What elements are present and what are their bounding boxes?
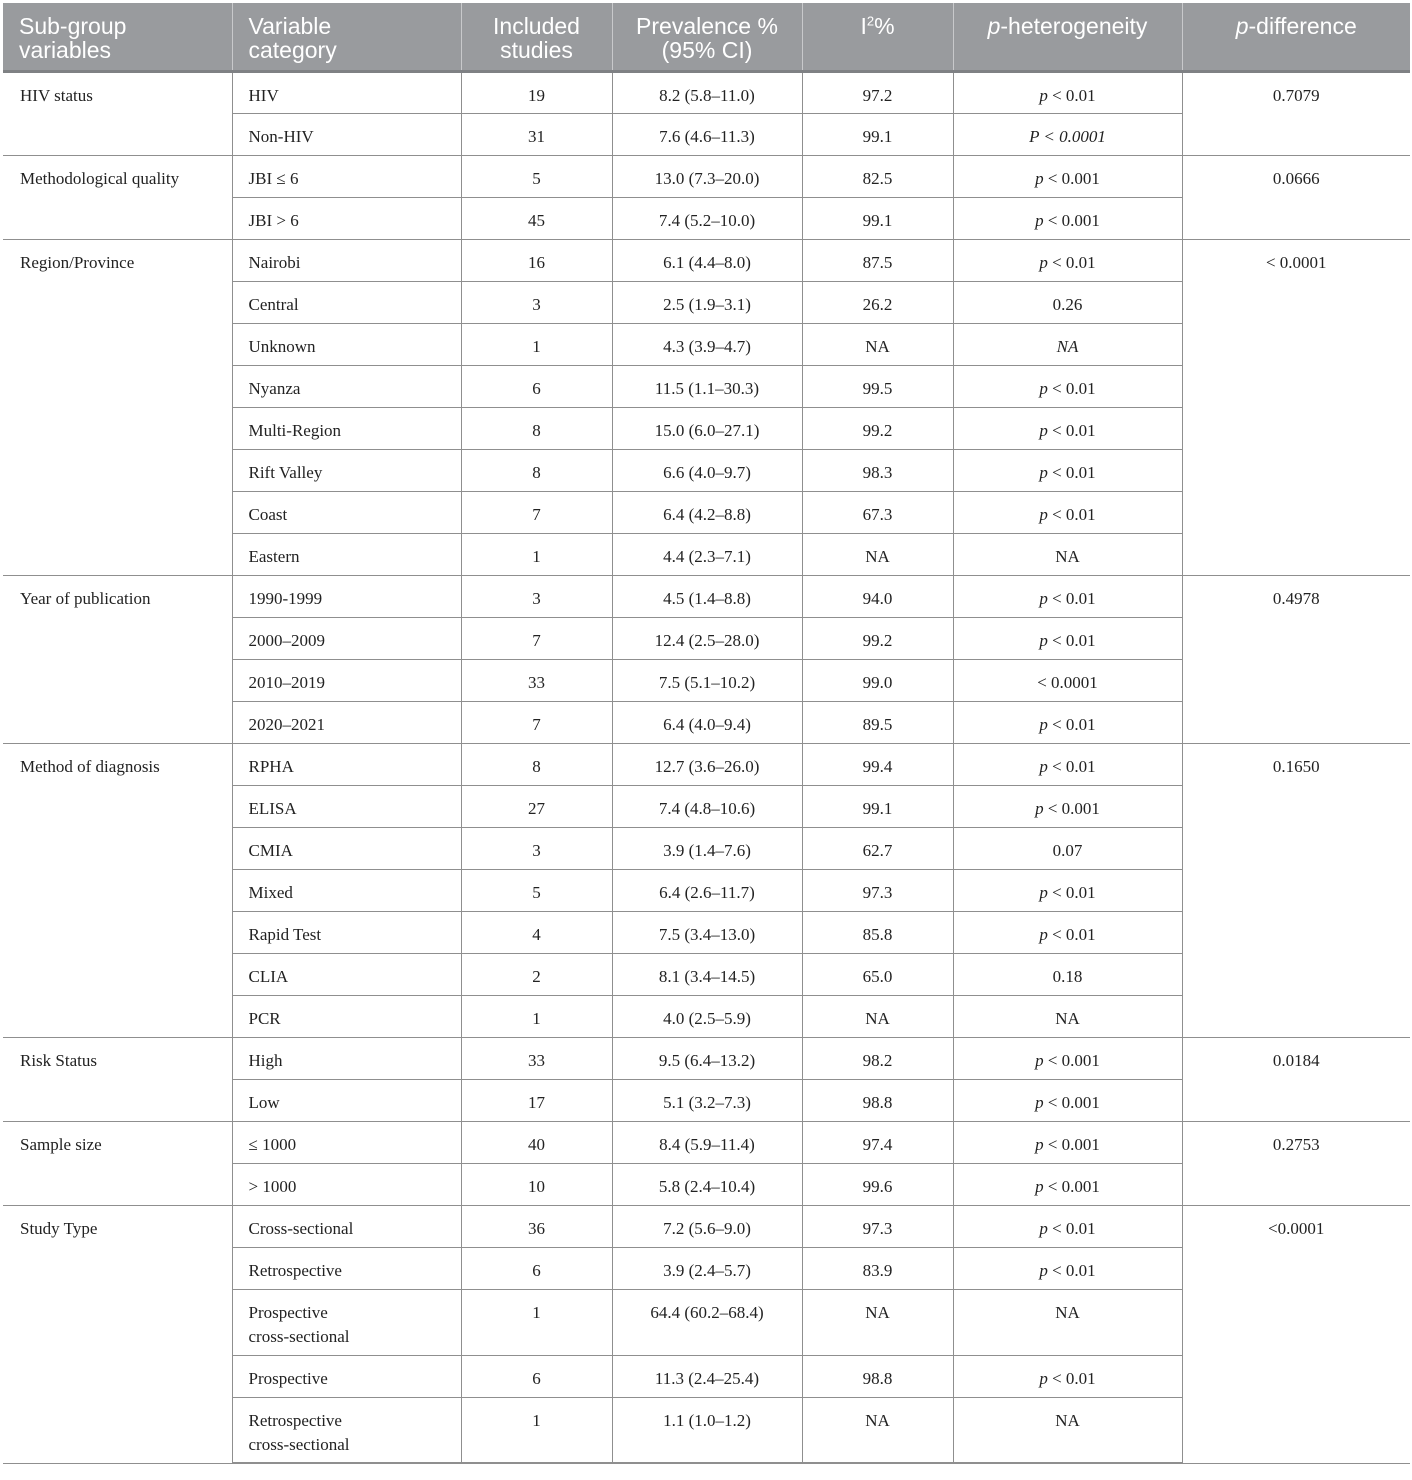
subgroup-variable-cell: Region/Province [3,239,232,575]
variable-category-cell: CLIA [232,953,461,995]
prevalence-cell: 15.0 (6.0–27.1) [612,407,802,449]
included-studies-cell: 33 [461,1037,612,1079]
variable-category-cell: Multi-Region [232,407,461,449]
p-difference-cell: 0.0184 [1182,1037,1410,1121]
p-difference-cell: < 0.0001 [1182,239,1410,575]
prevalence-cell: 5.1 (3.2–7.3) [612,1079,802,1121]
header-subgroup-variables: Sub-group variables [3,3,232,71]
prevalence-cell: 2.5 (1.9–3.1) [612,281,802,323]
variable-category-cell: HIV [232,71,461,113]
included-studies-cell: 16 [461,239,612,281]
header-i-squared: $I^2\%$ [802,3,953,71]
included-studies-cell: 1 [461,1397,612,1463]
p-heterogeneity-cell: p < 0.01 [953,575,1182,617]
variable-category-cell: Unknown [232,323,461,365]
variable-category-cell: Coast [232,491,461,533]
included-studies-cell: 17 [461,1079,612,1121]
prevalence-cell: 12.4 (2.5–28.0) [612,617,802,659]
included-studies-cell: 2 [461,953,612,995]
variable-category-cell: 2020–2021 [232,701,461,743]
included-studies-cell: 10 [461,1163,612,1205]
p-heterogeneity-cell: p < 0.01 [953,1355,1182,1397]
variable-category-cell: Low [232,1079,461,1121]
header-variable-category: Variable category [232,3,461,71]
i-squared-cell: 98.8 [802,1079,953,1121]
i-squared-cell: 65.0 [802,953,953,995]
header-prevalence: Prevalence % (95% CI) [612,3,802,71]
included-studies-cell: 7 [461,617,612,659]
prevalence-cell: 6.4 (4.2–8.8) [612,491,802,533]
variable-category-cell: Prospective cross-sectional [232,1289,461,1355]
variable-category-cell: RPHA [232,743,461,785]
p-difference-cell: 0.4978 [1182,575,1410,743]
included-studies-cell: 7 [461,701,612,743]
subgroup-variable-cell: Sample size [3,1121,232,1205]
p-heterogeneity-cell: NA [953,1289,1182,1355]
i-squared-cell: 98.2 [802,1037,953,1079]
p-heterogeneity-cell: NA [953,1397,1182,1463]
table-body [3,71,1410,1463]
prevalence-cell: 9.5 (6.4–13.2) [612,1037,802,1079]
i-squared-cell: 89.5 [802,701,953,743]
prevalence-cell: 3.9 (1.4–7.6) [612,827,802,869]
p-heterogeneity-cell: p < 0.001 [953,1037,1182,1079]
prevalence-cell: 8.4 (5.9–11.4) [612,1121,802,1163]
p-heterogeneity-cell: p < 0.01 [953,71,1182,113]
table-row [3,239,1410,281]
p-heterogeneity-cell: p < 0.01 [953,617,1182,659]
prevalence-cell: 7.4 (4.8–10.6) [612,785,802,827]
prevalence-cell: 1.1 (1.0–1.2) [612,1397,802,1463]
p-heterogeneity-cell: p < 0.01 [953,1205,1182,1247]
i-squared-cell: 97.3 [802,869,953,911]
i-squared-cell: 99.2 [802,407,953,449]
included-studies-cell: 3 [461,281,612,323]
prevalence-cell: 6.6 (4.0–9.7) [612,449,802,491]
p-difference-cell: 0.0666 [1182,155,1410,239]
included-studies-cell: 3 [461,827,612,869]
prevalence-cell: 7.2 (5.6–9.0) [612,1205,802,1247]
p-heterogeneity-cell: p < 0.001 [953,1163,1182,1205]
subgroup-variable-cell: Risk Status [3,1037,232,1121]
variable-category-cell: ≤ 1000 [232,1121,461,1163]
included-studies-cell: 1 [461,995,612,1037]
prevalence-cell: 7.5 (5.1–10.2) [612,659,802,701]
variable-category-cell: 2000–2009 [232,617,461,659]
included-studies-cell: 1 [461,1289,612,1355]
included-studies-cell: 33 [461,659,612,701]
variable-category-cell: Prospective [232,1355,461,1397]
i-squared-cell: 97.2 [802,71,953,113]
variable-category-cell: PCR [232,995,461,1037]
i-squared-cell: 82.5 [802,155,953,197]
variable-category-cell: Retrospective [232,1247,461,1289]
i-squared-cell: 98.3 [802,449,953,491]
variable-category-cell: Non-HIV [232,113,461,155]
i-squared-cell: 94.0 [802,575,953,617]
included-studies-cell: 7 [461,491,612,533]
prevalence-cell: 6.1 (4.4–8.0) [612,239,802,281]
i-squared-cell: 87.5 [802,239,953,281]
p-heterogeneity-cell: p < 0.01 [953,701,1182,743]
p-heterogeneity-cell: NA [953,323,1182,365]
included-studies-cell: 36 [461,1205,612,1247]
i-squared-cell: 99.1 [802,785,953,827]
header-p-heterogeneity: p-heterogeneity [953,3,1182,71]
i-squared-cell: 99.6 [802,1163,953,1205]
table-row [3,155,1410,197]
variable-category-cell: JBI > 6 [232,197,461,239]
table-row [3,575,1410,617]
included-studies-cell: 40 [461,1121,612,1163]
prevalence-cell: 11.3 (2.4–25.4) [612,1355,802,1397]
included-studies-cell: 5 [461,155,612,197]
i-squared-cell: 99.1 [802,113,953,155]
subgroup-variable-cell: HIV status [3,71,232,155]
table-row [3,743,1410,785]
p-heterogeneity-cell: P < 0.0001 [953,113,1182,155]
included-studies-cell: 6 [461,365,612,407]
prevalence-cell: 4.5 (1.4–8.8) [612,575,802,617]
variable-category-cell: Central [232,281,461,323]
included-studies-cell: 4 [461,911,612,953]
p-heterogeneity-cell: p < 0.01 [953,365,1182,407]
i-squared-cell: NA [802,323,953,365]
subgroup-analysis-table [3,3,1410,1464]
prevalence-cell: 12.7 (3.6–26.0) [612,743,802,785]
included-studies-cell: 45 [461,197,612,239]
variable-category-cell: Cross-sectional [232,1205,461,1247]
prevalence-cell: 4.3 (3.9–4.7) [612,323,802,365]
table-row [3,1037,1410,1079]
i-squared-cell: 97.4 [802,1121,953,1163]
prevalence-cell: 6.4 (2.6–11.7) [612,869,802,911]
i-squared-cell: 83.9 [802,1247,953,1289]
included-studies-cell: 27 [461,785,612,827]
prevalence-cell: 13.0 (7.3–20.0) [612,155,802,197]
i-squared-cell: 99.1 [802,197,953,239]
prevalence-cell: 6.4 (4.0–9.4) [612,701,802,743]
i-squared-cell: 99.5 [802,365,953,407]
variable-category-cell: Rapid Test [232,911,461,953]
p-difference-cell: 0.2753 [1182,1121,1410,1205]
p-heterogeneity-cell: p < 0.01 [953,449,1182,491]
table-header-row [3,3,1410,71]
p-difference-cell: 0.1650 [1182,743,1410,1037]
subgroup-variable-cell: Methodological quality [3,155,232,239]
included-studies-cell: 31 [461,113,612,155]
variable-category-cell: Retrospective cross-sectional [232,1397,461,1463]
variable-category-cell: Rift Valley [232,449,461,491]
p-heterogeneity-cell: p < 0.01 [953,869,1182,911]
i-squared-cell: 98.8 [802,1355,953,1397]
included-studies-cell: 1 [461,533,612,575]
p-heterogeneity-cell: p < 0.001 [953,1121,1182,1163]
included-studies-cell: 19 [461,71,612,113]
prevalence-cell: 11.5 (1.1–30.3) [612,365,802,407]
p-heterogeneity-cell: p < 0.001 [953,785,1182,827]
variable-category-cell: ELISA [232,785,461,827]
i-squared-cell: NA [802,533,953,575]
p-heterogeneity-cell: 0.26 [953,281,1182,323]
prevalence-cell: 3.9 (2.4–5.7) [612,1247,802,1289]
subgroup-variable-cell: Year of publication [3,575,232,743]
p-difference-cell: <0.0001 [1182,1205,1410,1463]
prevalence-cell: 4.4 (2.3–7.1) [612,533,802,575]
included-studies-cell: 1 [461,323,612,365]
table-row [3,1205,1410,1247]
p-heterogeneity-cell: p < 0.01 [953,911,1182,953]
header-included-studies: Included studies [461,3,612,71]
p-heterogeneity-cell: p < 0.001 [953,155,1182,197]
i-squared-cell: 97.3 [802,1205,953,1247]
included-studies-cell: 8 [461,449,612,491]
table-row [3,1121,1410,1163]
prevalence-cell: 7.4 (5.2–10.0) [612,197,802,239]
p-heterogeneity-cell: p < 0.01 [953,407,1182,449]
subgroup-variable-cell: Study Type [3,1205,232,1463]
header-p-difference: p-difference [1182,3,1410,71]
p-heterogeneity-cell: 0.07 [953,827,1182,869]
p-heterogeneity-cell: p < 0.001 [953,197,1182,239]
i-squared-cell: 67.3 [802,491,953,533]
p-heterogeneity-cell: NA [953,533,1182,575]
p-heterogeneity-cell: 0.18 [953,953,1182,995]
i-squared-cell: NA [802,995,953,1037]
included-studies-cell: 5 [461,869,612,911]
variable-category-cell: CMIA [232,827,461,869]
p-heterogeneity-cell: < 0.0001 [953,659,1182,701]
included-studies-cell: 8 [461,407,612,449]
i-squared-cell: NA [802,1289,953,1355]
prevalence-cell: 7.5 (3.4–13.0) [612,911,802,953]
variable-category-cell: > 1000 [232,1163,461,1205]
variable-category-cell: 1990-1999 [232,575,461,617]
included-studies-cell: 8 [461,743,612,785]
variable-category-cell: Mixed [232,869,461,911]
i-squared-cell: 26.2 [802,281,953,323]
i-squared-cell: 99.0 [802,659,953,701]
prevalence-cell: 8.1 (3.4–14.5) [612,953,802,995]
included-studies-cell: 6 [461,1355,612,1397]
prevalence-cell: 8.2 (5.8–11.0) [612,71,802,113]
p-heterogeneity-cell: p < 0.01 [953,1247,1182,1289]
included-studies-cell: 3 [461,575,612,617]
p-difference-cell: 0.7079 [1182,71,1410,155]
prevalence-cell: 64.4 (60.2–68.4) [612,1289,802,1355]
prevalence-cell: 4.0 (2.5–5.9) [612,995,802,1037]
p-heterogeneity-cell: NA [953,995,1182,1037]
variable-category-cell: High [232,1037,461,1079]
variable-category-cell: 2010–2019 [232,659,461,701]
subgroup-variable-cell: Method of diagnosis [3,743,232,1037]
p-heterogeneity-cell: p < 0.01 [953,743,1182,785]
variable-category-cell: Eastern [232,533,461,575]
p-heterogeneity-cell: p < 0.001 [953,1079,1182,1121]
prevalence-cell: 7.6 (4.6–11.3) [612,113,802,155]
i-squared-cell: 99.4 [802,743,953,785]
i-squared-cell: 62.7 [802,827,953,869]
variable-category-cell: Nyanza [232,365,461,407]
included-studies-cell: 6 [461,1247,612,1289]
prevalence-cell: 5.8 (2.4–10.4) [612,1163,802,1205]
table-row [3,71,1410,113]
i-squared-cell: 99.2 [802,617,953,659]
variable-category-cell: JBI ≤ 6 [232,155,461,197]
i-squared-cell: 85.8 [802,911,953,953]
p-heterogeneity-cell: p < 0.01 [953,239,1182,281]
variable-category-cell: Nairobi [232,239,461,281]
p-heterogeneity-cell: p < 0.01 [953,491,1182,533]
i-squared-cell: NA [802,1397,953,1463]
